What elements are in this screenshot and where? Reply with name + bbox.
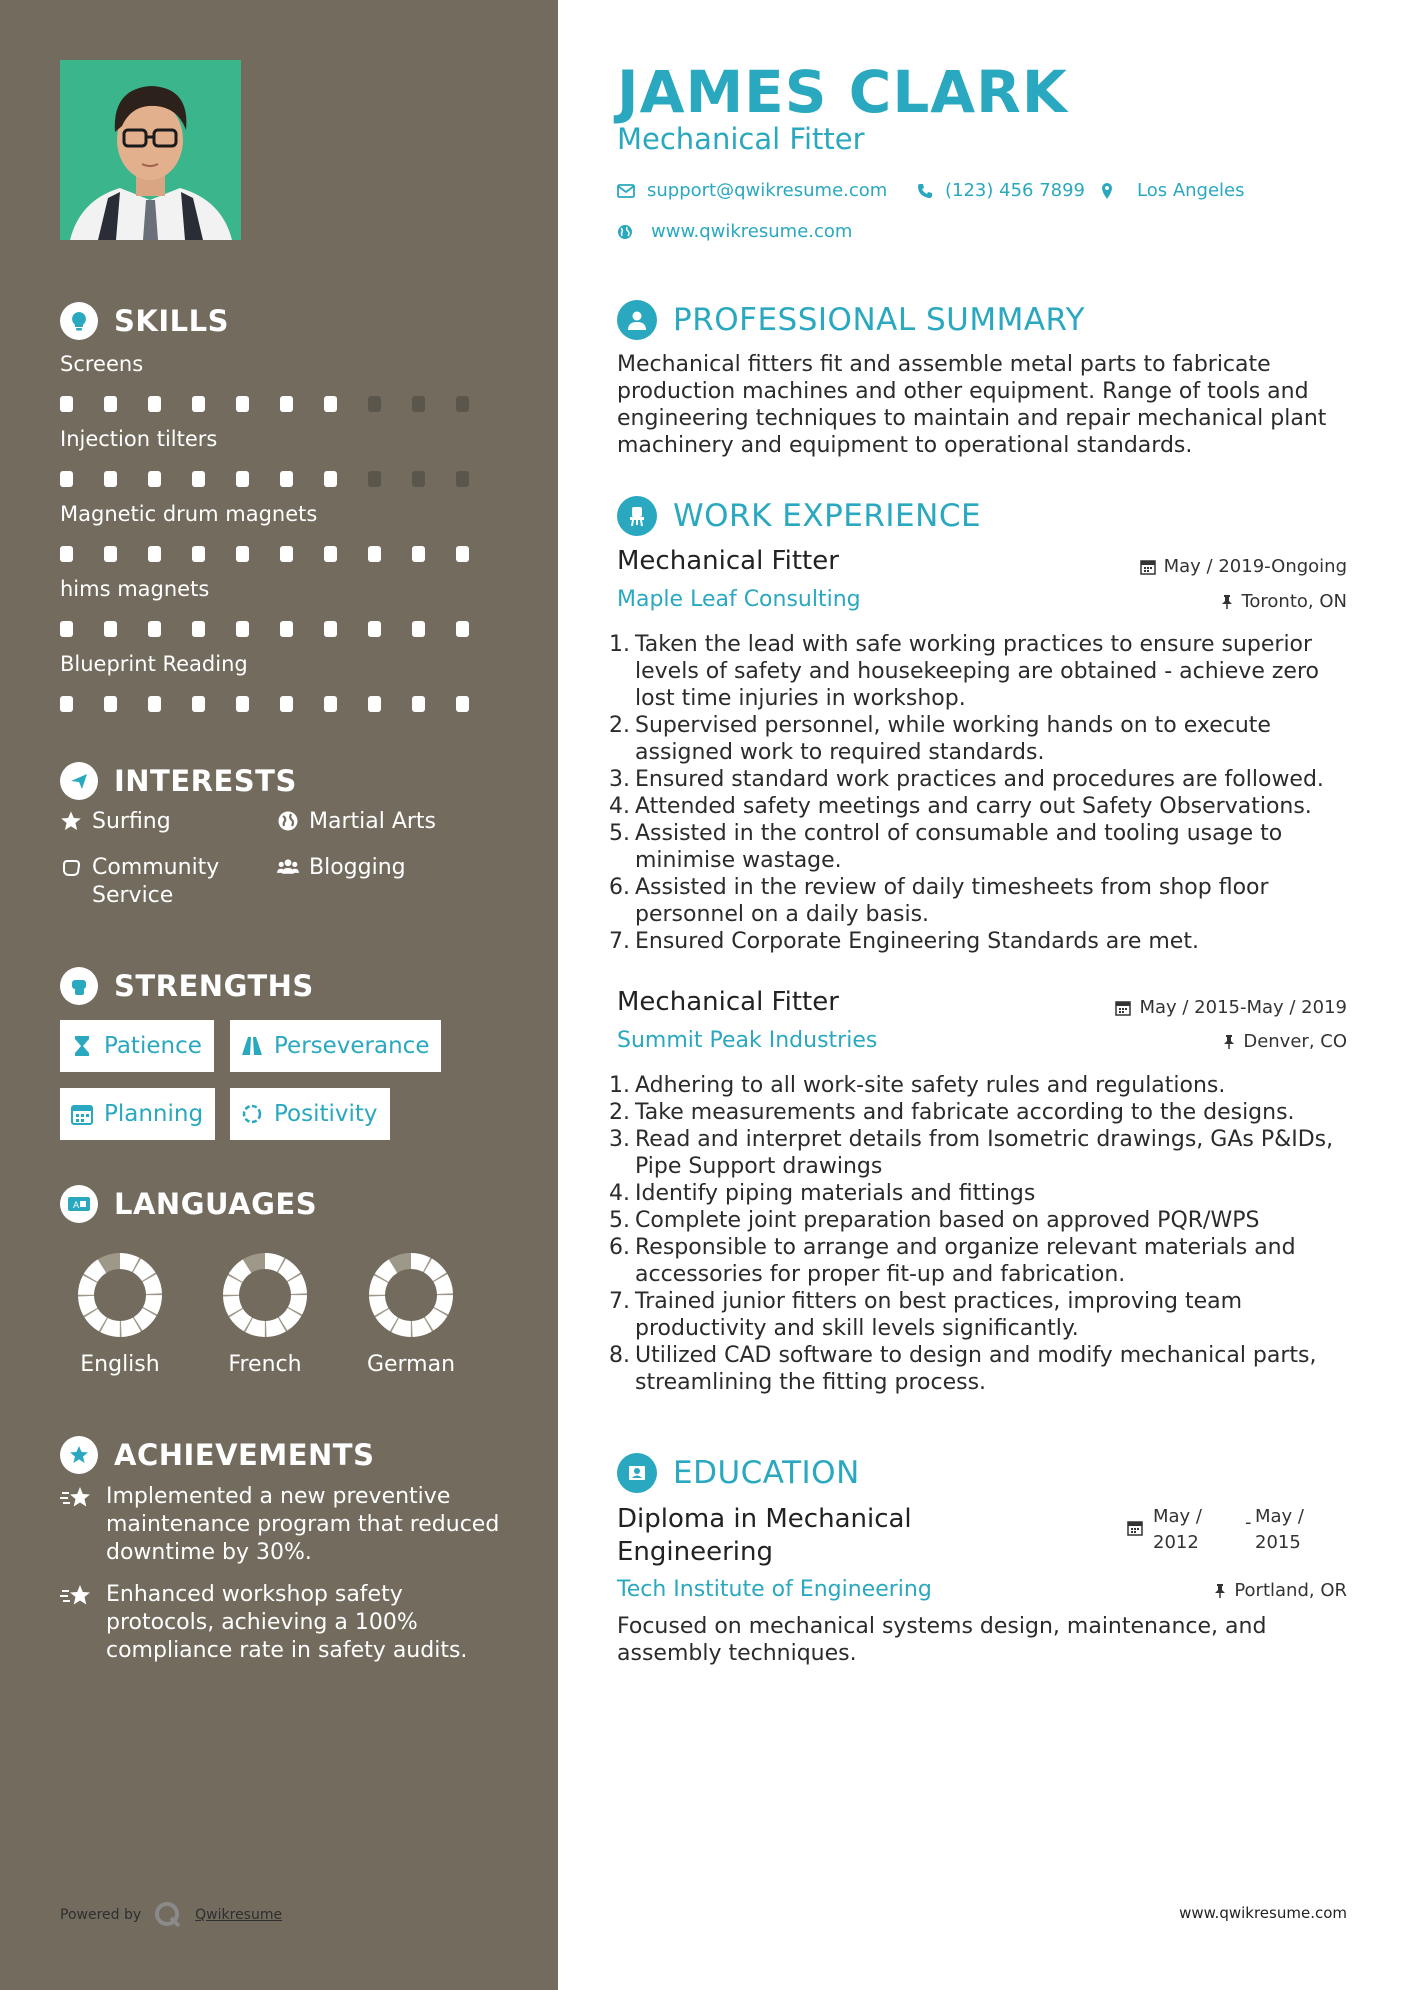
list-item [609,631,1357,712]
candidate-role: Mechanical Fitter [617,122,865,156]
pushpin-icon [1221,594,1233,610]
rating-dot [456,621,469,637]
paper-plane-icon [60,762,98,800]
language-donut [366,1250,456,1340]
rating-dot [280,546,293,562]
list-item [609,1072,1357,1099]
list-item [609,1234,1357,1288]
list-item [609,820,1357,874]
rating-dot [412,396,425,412]
job-responsibilities [609,631,1357,955]
contact-website[interactable]: www.qwikresume.com [617,221,852,242]
rating-dot [104,396,117,412]
pushpin-icon [1214,1583,1226,1599]
footer-website[interactable]: www.qwikresume.com [1179,1904,1347,1922]
list-number: 5. [609,821,630,846]
rating-dot [148,396,161,412]
interest-item: Community Service [60,854,260,910]
skills-section-title: SKILLS [60,302,229,340]
skill-name: hims magnets [60,577,210,601]
rating-dot [192,621,205,637]
globe-icon [617,224,633,240]
rating-dot [236,696,249,712]
list-item [609,928,1357,955]
rating-dot [60,696,73,712]
interests-section-title: INTERESTS [60,762,297,800]
language-item [210,1250,320,1377]
list-text: Trained junior fitters on best practices, improving team productivity and skill levels significantly. [635,1289,1243,1341]
rating-dot [60,396,73,412]
language-name: French [228,1352,302,1377]
rating-dot [456,546,469,562]
fist-icon [60,967,98,1005]
map-pin-icon [1101,182,1113,200]
list-text: Ensured standard work practices and procedures are followed. [635,767,1324,792]
strength-badge: Positivity [230,1088,390,1140]
rating-dot [456,396,469,412]
rating-dot [148,546,161,562]
rating-dot [104,471,117,487]
graduation-icon [617,1453,657,1493]
rating-dot [412,546,425,562]
envelope-icon [617,184,635,198]
strength-badge: Planning [60,1088,215,1140]
summary-text: Mechanical fitters fit and assemble metal parts to fabricate production machines and other equipment. Range of tools and engineering techniques to maintain and repair mechanical plant machinery and equipment to operational standards. [617,352,1327,458]
list-item [609,712,1357,766]
skill-rating [60,696,500,712]
list-text: Take measurements and fabricate according to the designs. [635,1100,1295,1125]
profile-photo [60,60,241,240]
chair-icon [617,496,657,536]
rating-dot [368,621,381,637]
rating-dot [60,471,73,487]
list-number: 2. [609,1100,630,1125]
language-item [356,1250,466,1377]
language-name: English [80,1352,160,1377]
rating-dot [456,696,469,712]
star-icon [60,1485,92,1513]
sidebar [0,0,558,1990]
achievement-item: Enhanced workshop safety protocols, achieving a 100% compliance rate in safety audits. [60,1581,500,1665]
rating-dot [412,471,425,487]
list-item [609,793,1357,820]
skill-rating [60,546,500,562]
interest-item: Surfing [60,808,171,836]
education-location: Portland, OR [1214,1580,1347,1601]
list-text: Identify piping materials and fittings [635,1181,1036,1206]
list-item [609,766,1357,793]
lightbulb-icon [60,302,98,340]
svg-text:A: A [73,1201,80,1211]
list-number: 7. [609,1289,630,1314]
list-text: Attended safety meetings and carry out Safety Observations. [635,794,1312,819]
education-school: Tech Institute of Engineering [617,1577,932,1602]
rating-dot [192,546,205,562]
rating-dot [280,396,293,412]
contact-phone[interactable]: (123) 456 7899 [917,180,1085,201]
language-item [65,1250,175,1377]
list-number: 4. [609,794,630,819]
calendar-icon [1127,1520,1143,1536]
hand-icon [60,856,82,878]
job-location: Toronto, ON [1221,591,1347,612]
summary-section-title: PROFESSIONAL SUMMARY [617,300,1085,340]
skill-item [60,502,500,562]
rating-dot [324,546,337,562]
strength-badge: Patience [60,1020,214,1072]
strength-badge: Perseverance [230,1020,441,1072]
rating-dot [60,546,73,562]
list-item [609,1207,1357,1234]
job-dates: May / 2015-May / 2019 [1115,997,1347,1018]
rating-dot [104,621,117,637]
skill-rating [60,621,500,637]
rating-dot [368,471,381,487]
rating-dot [324,471,337,487]
list-text: Complete joint preparation based on approved PQR/WPS [635,1208,1260,1233]
calendar-icon [1140,559,1156,575]
skill-item [60,577,500,637]
list-number: 6. [609,875,630,900]
star-icon [60,1583,92,1611]
calendar-icon [1115,1000,1131,1016]
rating-dot [368,696,381,712]
list-number: 1. [609,632,630,657]
qwikresume-logo-icon [153,1900,183,1930]
interest-item: Blogging [277,854,406,882]
rating-dot [368,546,381,562]
main-content [609,0,1347,1990]
rating-dot [148,696,161,712]
language-donut [220,1250,310,1340]
education-section-title: EDUCATION [617,1453,860,1493]
rating-dot [104,696,117,712]
rating-dot [236,471,249,487]
job-responsibilities [609,1072,1357,1396]
list-number: 7. [609,929,630,954]
list-text: Responsible to arrange and organize relevant materials and accessories for proper fit-up and fabrication. [635,1235,1296,1287]
job-dates: May / 2019-Ongoing [1140,556,1347,577]
skill-name: Blueprint Reading [60,652,248,676]
calendar-icon [70,1102,94,1126]
list-number: 2. [609,713,630,738]
language-icon [60,1185,98,1223]
trophy-star-icon [60,1436,98,1474]
list-text: Taken the lead with safe working practices to ensure superior levels of safety and housekeeping are obtained - achieve zero lost time injuries in workshop. [635,632,1319,711]
education-description: Focused on mechanical systems design, maintenance, and assembly techniques. [617,1614,1267,1666]
globe-icon [277,810,299,832]
rating-dot [192,696,205,712]
languages-section-title: A LANGUAGES [60,1185,317,1223]
list-item [609,1099,1357,1126]
user-icon [617,300,657,340]
rating-dot [324,396,337,412]
rating-dot [280,696,293,712]
list-number: 1. [609,1073,630,1098]
job-title: Mechanical Fitter [617,987,839,1017]
list-text: Utilized CAD software to design and modify mechanical parts, streamlining the fitting process. [635,1343,1317,1395]
rating-dot [324,621,337,637]
contact-email[interactable]: support@qwikresume.com [617,180,887,201]
achievement-item: Implemented a new preventive maintenance program that reduced downtime by 30%. [60,1483,500,1567]
rating-dot [60,621,73,637]
rating-dot [280,471,293,487]
list-number: 3. [609,767,630,792]
sun-icon [240,1102,264,1126]
list-item [609,874,1357,928]
rating-dot [412,621,425,637]
powered-by: Powered by Qwikresume [60,1900,282,1930]
language-donut [75,1250,165,1340]
phone-icon [917,183,933,199]
list-item [609,1180,1357,1207]
job-company: Maple Leaf Consulting [617,587,861,612]
rating-dot [148,471,161,487]
list-text: Adhering to all work-site safety rules and regulations. [635,1073,1226,1098]
language-name: German [366,1352,456,1377]
users-icon [277,856,299,878]
rating-dot [192,396,205,412]
list-text: Ensured Corporate Engineering Standards are met. [635,929,1199,954]
rating-dot [148,621,161,637]
education-dates: May / 2012 - May / 2015 [1127,1506,1357,1556]
rating-dot [324,696,337,712]
rating-dot [236,546,249,562]
rating-dot [456,471,469,487]
list-text: Assisted in the review of daily timesheets from shop floor personnel on a daily basis. [635,875,1269,927]
contact-location: Los Angeles [1101,180,1245,201]
rating-dot [104,546,117,562]
list-number: 5. [609,1208,630,1233]
strengths-section-title: STRENGTHS [60,967,314,1005]
job-company: Summit Peak Industries [617,1028,878,1053]
list-number: 8. [609,1343,630,1368]
list-text: Read and interpret details from Isometric drawings, GAs P&IDs, Pipe Support drawings [635,1127,1334,1179]
qwikresume-link[interactable]: Qwikresume [195,1907,283,1923]
list-number: 4. [609,1181,630,1206]
list-number: 3. [609,1127,630,1152]
job-location: Denver, CO [1223,1031,1347,1052]
list-text: Assisted in the control of consumable and tooling usage to minimise wastage. [635,821,1283,873]
rating-dot [280,621,293,637]
skill-item [60,427,500,487]
list-number: 6. [609,1235,630,1260]
interest-item: Martial Arts [277,808,436,836]
candidate-name: JAMES CLARK [617,58,1068,126]
list-text: Supervised personnel, while working hands on to execute assigned work to required standards. [635,713,1271,765]
achievements-section-title: ACHIEVEMENTS [60,1436,374,1474]
rating-dot [236,621,249,637]
experience-section-title: WORK EXPERIENCE [617,496,981,536]
rating-dot [412,696,425,712]
skill-item [60,652,500,712]
star-icon [60,810,82,832]
skill-name: Magnetic drum magnets [60,502,318,526]
rating-dot [368,396,381,412]
education-degree: Diploma in Mechanical Engineering [617,1504,912,1567]
list-item [609,1126,1357,1180]
skill-rating [60,396,500,412]
list-item [609,1288,1357,1342]
list-item [609,1342,1357,1396]
hourglass-icon [70,1034,94,1058]
rating-dot [236,396,249,412]
rating-dot [192,471,205,487]
skill-name: Injection tilters [60,427,218,451]
pushpin-icon [1223,1034,1235,1050]
skill-item [60,352,500,412]
skill-name: Screens [60,352,144,376]
road-icon [240,1034,264,1058]
job-title: Mechanical Fitter [617,546,839,576]
skill-rating [60,471,500,487]
